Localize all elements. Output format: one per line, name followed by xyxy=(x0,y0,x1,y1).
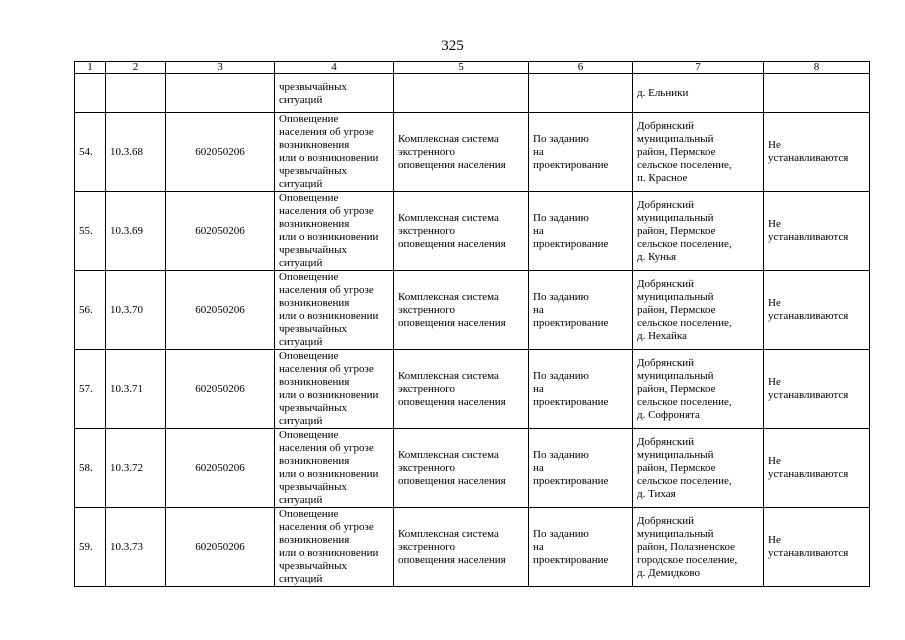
text-line: оповещения населения xyxy=(398,553,506,566)
text-line: Оповещение xyxy=(279,271,339,283)
col-header: 6 xyxy=(529,62,633,74)
text-line: ситуаций xyxy=(279,336,323,348)
text-line: устанавливаются xyxy=(768,152,849,164)
continuation-row xyxy=(75,74,870,113)
cell-object xyxy=(394,429,529,508)
cell-status xyxy=(529,429,633,508)
text-line: возникновения xyxy=(279,218,350,230)
text-line: Не xyxy=(768,376,781,388)
cell-purpose xyxy=(275,350,394,429)
cell-purpose xyxy=(275,271,394,350)
text-line: сельское поселение, xyxy=(637,158,732,171)
cell-code: 10.3.70 xyxy=(106,271,166,350)
text-line: проектирование xyxy=(533,237,609,250)
text-line: экстренного xyxy=(398,540,456,553)
table-row xyxy=(75,350,870,429)
text-line: чрезвычайных xyxy=(279,481,348,493)
col-header: 1 xyxy=(75,62,106,74)
text-line: устанавливаются xyxy=(768,547,849,559)
col-header: 4 xyxy=(275,62,394,74)
table-row xyxy=(75,508,870,587)
text-line: муниципальный xyxy=(637,527,714,540)
cell-location xyxy=(633,271,764,350)
text-line: По заданию xyxy=(533,448,589,461)
text-line: устанавливаются xyxy=(768,468,849,480)
col-header: 8 xyxy=(764,62,870,74)
text-line: населения об угрозе xyxy=(279,442,374,454)
text-line: Комплексная система xyxy=(398,290,499,303)
text-line: возникновения xyxy=(279,534,350,546)
text-line: Комплексная система xyxy=(398,211,499,224)
text-line: ситуаций xyxy=(279,257,323,269)
text-line: сельское поселение, xyxy=(637,316,732,329)
col-header: 5 xyxy=(394,62,529,74)
text-line: Не xyxy=(768,218,781,230)
register-table xyxy=(74,61,870,587)
text-line: Добрянский xyxy=(637,356,695,369)
text-line: или о возникновении xyxy=(279,389,379,401)
cell-num: 59. xyxy=(75,508,106,587)
text-line: Комплексная система xyxy=(398,448,499,461)
text-line: возникновения xyxy=(279,455,350,467)
text-line: населения об угрозе xyxy=(279,126,374,138)
text-line: Комплексная система xyxy=(398,369,499,382)
text-line: оповещения населения xyxy=(398,395,506,408)
text-line: ситуаций xyxy=(279,93,323,106)
text-line: проектирование xyxy=(533,553,609,566)
text-line: муниципальный xyxy=(637,211,714,224)
text-line: или о возникновении xyxy=(279,547,379,559)
cell-id xyxy=(166,74,275,113)
text-line: на xyxy=(533,224,544,237)
text-line: возникновения xyxy=(279,376,350,388)
table-row xyxy=(75,271,870,350)
text-line: населения об угрозе xyxy=(279,363,374,375)
cell-code: 10.3.71 xyxy=(106,350,166,429)
col-header: 7 xyxy=(633,62,764,74)
cell-zones xyxy=(764,508,870,587)
text-line: Добрянский xyxy=(637,277,695,290)
text-line: возникновения xyxy=(279,297,350,309)
text-line: д. Ельники xyxy=(637,87,689,99)
text-line: Не xyxy=(768,139,781,151)
text-line: городское поселение, xyxy=(637,553,738,566)
text-line: устанавливаются xyxy=(768,231,849,243)
cell-object xyxy=(394,271,529,350)
cell-object xyxy=(394,192,529,271)
text-line: По заданию xyxy=(533,527,589,540)
header-row xyxy=(75,62,870,74)
text-line: чрезвычайных xyxy=(279,80,348,93)
cell-location xyxy=(633,350,764,429)
text-line: сельское поселение, xyxy=(637,474,732,487)
text-line: д. Софронята xyxy=(637,408,700,421)
cell-id: 602050206 xyxy=(166,350,275,429)
cell-status xyxy=(529,192,633,271)
text-line: муниципальный xyxy=(637,448,714,461)
cell-zones xyxy=(764,113,870,192)
cell-zones xyxy=(764,429,870,508)
cell-status xyxy=(529,271,633,350)
cell-location xyxy=(633,192,764,271)
text-line: Не xyxy=(768,297,781,309)
text-line: район, Пермское xyxy=(637,145,716,158)
cell-location xyxy=(633,508,764,587)
text-line: Добрянский xyxy=(637,514,695,527)
cell-code: 10.3.73 xyxy=(106,508,166,587)
cell-location xyxy=(633,429,764,508)
text-line: муниципальный xyxy=(637,369,714,382)
cell-location xyxy=(633,113,764,192)
text-line: ситуаций xyxy=(279,415,323,427)
text-line: на xyxy=(533,461,544,474)
col-header: 2 xyxy=(106,62,166,74)
cell-object xyxy=(394,74,529,113)
cell-code: 10.3.68 xyxy=(106,113,166,192)
text-line: район, Пермское xyxy=(637,224,716,237)
cell-zones xyxy=(764,192,870,271)
cell-purpose xyxy=(275,74,394,113)
text-line: Комплексная система xyxy=(398,527,499,540)
text-line: оповещения населения xyxy=(398,237,506,250)
text-line: район, Пермское xyxy=(637,461,716,474)
text-line: экстренного xyxy=(398,145,456,158)
cell-num xyxy=(75,74,106,113)
table-row xyxy=(75,429,870,508)
text-line: оповещения населения xyxy=(398,158,506,171)
cell-id: 602050206 xyxy=(166,113,275,192)
cell-purpose xyxy=(275,113,394,192)
cell-num: 57. xyxy=(75,350,106,429)
text-line: оповещения населения xyxy=(398,316,506,329)
cell-object xyxy=(394,113,529,192)
cell-status xyxy=(529,508,633,587)
text-line: Добрянский xyxy=(637,198,695,211)
cell-num: 55. xyxy=(75,192,106,271)
text-line: сельское поселение, xyxy=(637,237,732,250)
cell-code: 10.3.72 xyxy=(106,429,166,508)
text-line: По заданию xyxy=(533,369,589,382)
cell-num: 54. xyxy=(75,113,106,192)
text-line: проектирование xyxy=(533,474,609,487)
text-line: район, Пермское xyxy=(637,303,716,316)
text-line: д. Кунья xyxy=(637,250,677,263)
text-line: д. Демидково xyxy=(637,566,700,579)
text-line: устанавливаются xyxy=(768,389,849,401)
cell-code xyxy=(106,74,166,113)
cell-status xyxy=(529,113,633,192)
cell-zones xyxy=(764,271,870,350)
text-line: проектирование xyxy=(533,316,609,329)
text-line: район, Пермское xyxy=(637,382,716,395)
cell-status xyxy=(529,74,633,113)
text-line: чрезвычайных xyxy=(279,244,348,256)
text-line: район, Полазненское xyxy=(637,540,736,553)
text-line: населения об угрозе xyxy=(279,521,374,533)
text-line: д. Нехайка xyxy=(637,329,687,342)
page-number: 325 xyxy=(441,38,464,54)
text-line: экстренного xyxy=(398,461,456,474)
text-line: сельское поселение, xyxy=(637,395,732,408)
col-header: 3 xyxy=(166,62,275,74)
text-line: Оповещение xyxy=(279,113,339,125)
cell-object xyxy=(394,350,529,429)
text-line: экстренного xyxy=(398,382,456,395)
text-line: проектирование xyxy=(533,395,609,408)
text-line: ситуаций xyxy=(279,178,323,190)
text-line: п. Красное xyxy=(637,171,688,184)
text-line: чрезвычайных xyxy=(279,165,348,177)
text-line: По заданию xyxy=(533,132,589,145)
text-line: Оповещение xyxy=(279,192,339,204)
table-row xyxy=(75,192,870,271)
cell-id: 602050206 xyxy=(166,192,275,271)
table-row xyxy=(75,113,870,192)
text-line: муниципальный xyxy=(637,132,714,145)
text-line: Комплексная система xyxy=(398,132,499,145)
text-line: или о возникновении xyxy=(279,468,379,480)
cell-location xyxy=(633,74,764,113)
text-line: Оповещение xyxy=(279,508,339,520)
cell-id: 602050206 xyxy=(166,508,275,587)
text-line: д. Тихая xyxy=(637,487,676,500)
cell-num: 56. xyxy=(75,271,106,350)
text-line: населения об угрозе xyxy=(279,205,374,217)
text-line: Добрянский xyxy=(637,435,695,448)
text-line: По заданию xyxy=(533,290,589,303)
text-line: на xyxy=(533,382,544,395)
text-line: ситуаций xyxy=(279,573,323,585)
text-line: населения об угрозе xyxy=(279,284,374,296)
text-line: Оповещение xyxy=(279,429,339,441)
cell-purpose xyxy=(275,508,394,587)
text-line: на xyxy=(533,145,544,158)
text-line: возникновения xyxy=(279,139,350,151)
text-line: или о возникновении xyxy=(279,310,379,322)
cell-status xyxy=(529,350,633,429)
text-line: Не xyxy=(768,455,781,467)
text-line: или о возникновении xyxy=(279,231,379,243)
cell-purpose xyxy=(275,192,394,271)
text-line: Не xyxy=(768,534,781,546)
cell-code: 10.3.69 xyxy=(106,192,166,271)
cell-id: 602050206 xyxy=(166,271,275,350)
text-line: на xyxy=(533,540,544,553)
text-line: на xyxy=(533,303,544,316)
text-line: ситуаций xyxy=(279,494,323,506)
cell-zones xyxy=(764,74,870,113)
text-line: По заданию xyxy=(533,211,589,224)
text-line: чрезвычайных xyxy=(279,402,348,414)
text-line: устанавливаются xyxy=(768,310,849,322)
text-line: или о возникновении xyxy=(279,152,379,164)
text-line: муниципальный xyxy=(637,290,714,303)
text-line: Оповещение xyxy=(279,350,339,362)
text-line: чрезвычайных xyxy=(279,560,348,572)
cell-zones xyxy=(764,350,870,429)
text-line: оповещения населения xyxy=(398,474,506,487)
cell-num: 58. xyxy=(75,429,106,508)
cell-object xyxy=(394,508,529,587)
text-line: Добрянский xyxy=(637,119,695,132)
text-line: экстренного xyxy=(398,224,456,237)
cell-id: 602050206 xyxy=(166,429,275,508)
text-line: экстренного xyxy=(398,303,456,316)
cell-purpose xyxy=(275,429,394,508)
text-line: проектирование xyxy=(533,158,609,171)
text-line: чрезвычайных xyxy=(279,323,348,335)
